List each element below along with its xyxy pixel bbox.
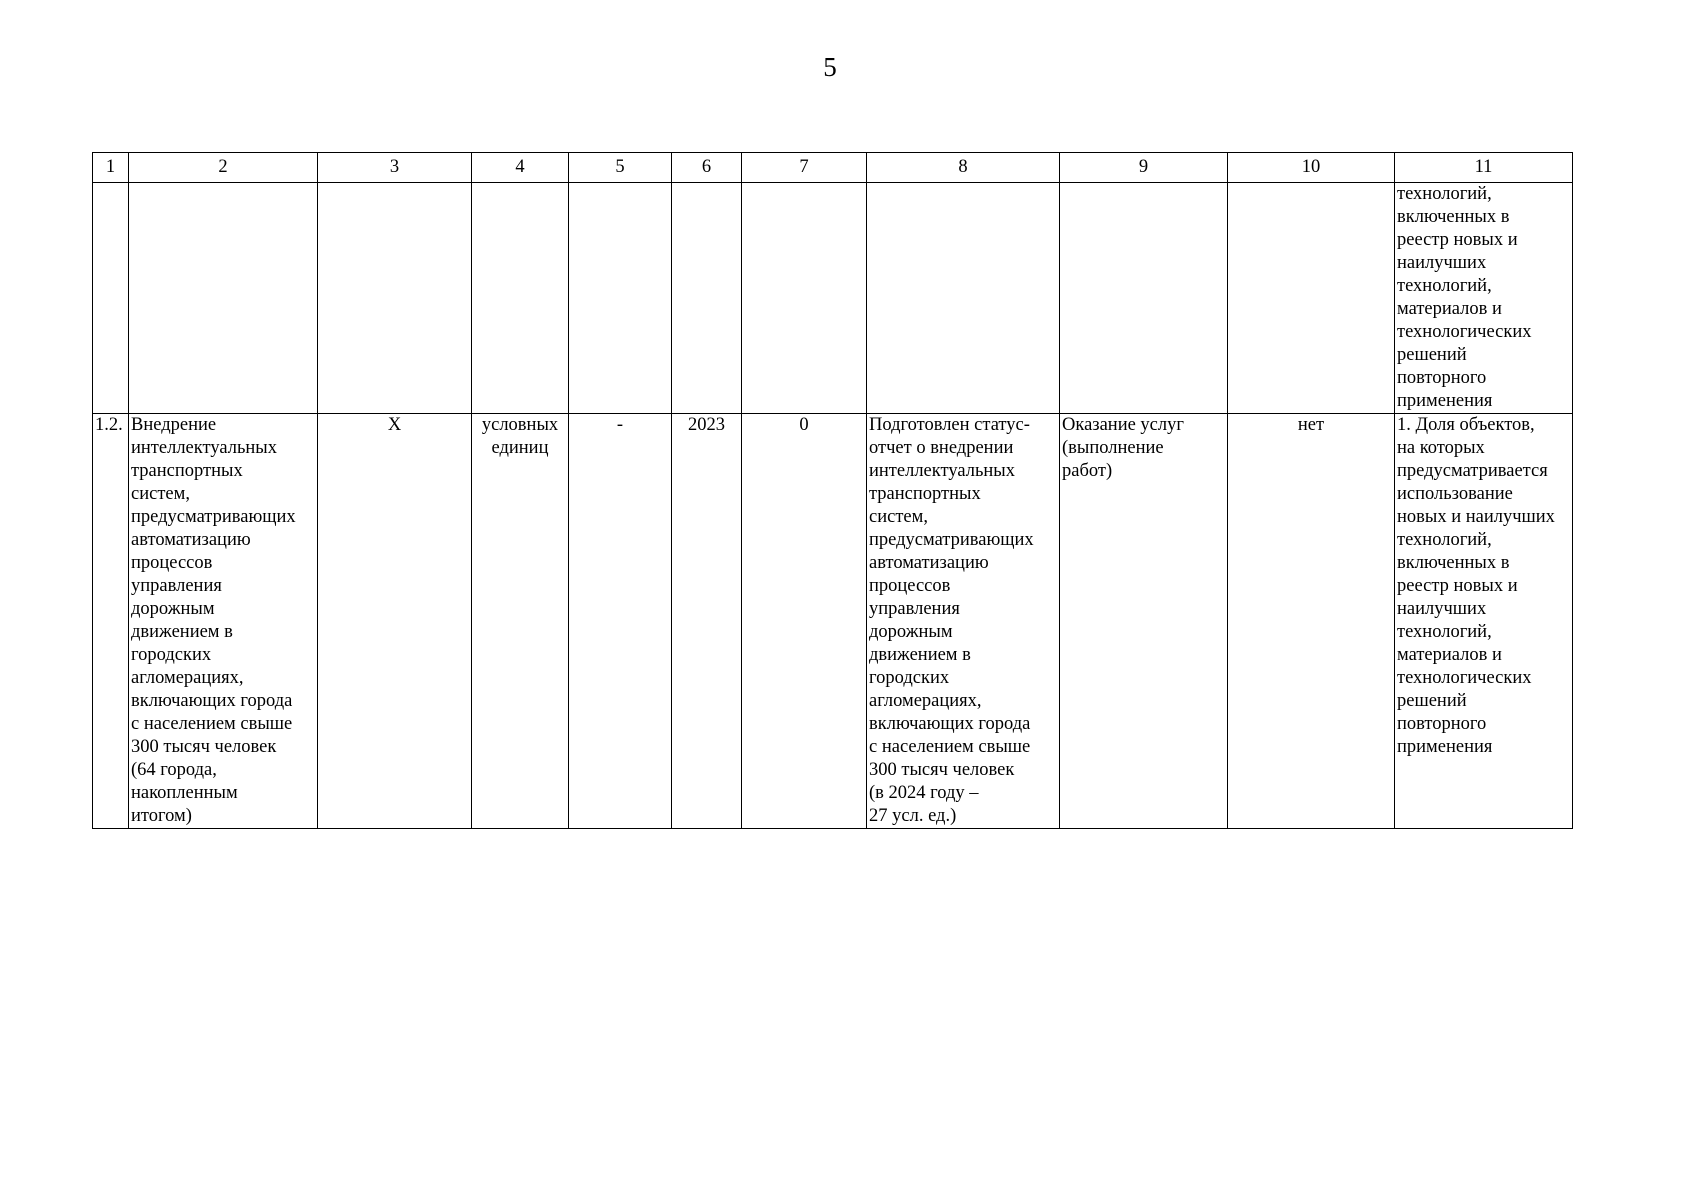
header-cell: 3 [318,153,472,183]
header-cell: 10 [1228,153,1395,183]
table-cell [867,183,1060,414]
page-number: 5 [823,52,837,82]
row-number-cell: 1.2. [93,414,129,829]
header-cell: 7 [742,153,867,183]
year-cell: 2023 [672,414,742,829]
value-cell: 0 [742,414,867,829]
table-cell [93,183,129,414]
table-cell [672,183,742,414]
table-cell [129,183,318,414]
unit-cell: условных единиц [472,414,569,829]
table-row-continuation [93,183,1573,414]
indicator-continuation-cell: технологий, включенных в реестр новых и наилучших технологий, материалов и технологических решений повторного применения [1395,183,1573,414]
header-cell: 6 [672,153,742,183]
table-cell: нет [1228,414,1395,829]
header-cell: 5 [569,153,672,183]
header-cell: 11 [1395,153,1573,183]
result-type-cell: Оказание услуг (выполнение работ) [1060,414,1228,829]
table-cell [1228,183,1395,414]
header-cell: 8 [867,153,1060,183]
header-cell: 4 [472,153,569,183]
table-cell: X [318,414,472,829]
table-cell [569,183,672,414]
header-cell: 2 [129,153,318,183]
table-cell [318,183,472,414]
table-cell [1060,183,1228,414]
table-cell [742,183,867,414]
header-row [93,153,1573,183]
header-cell: 9 [1060,153,1228,183]
indicator-cell: 1. Доля объектов, на которых предусматривается использование новых и наилучших технологий, включенных в реестр новых и наилучших технологий, материалов и технологических решений повторного применения [1395,414,1573,829]
data-table [92,152,1573,829]
table-row-1-2 [93,414,1573,829]
table-cell: - [569,414,672,829]
header-cell: 1 [93,153,129,183]
task-name-cell: Внедрение интеллектуальных транспортных систем, предусматривающих автоматизацию процессов управления дорожным движением в городских агломерациях, включающих города с населением свыше 300 тысяч человек (64 города, накопленным итогом) [129,414,318,829]
table-cell [472,183,569,414]
result-description-cell: Подготовлен статус- отчет о внедрении интеллектуальных транспортных систем, предусматривающих автоматизацию процессов управления дорожным движением в городских агломерациях, включающих города с населением свыше 300 тысяч человек (в 2024 году – 27 усл. ед.) [867,414,1060,829]
